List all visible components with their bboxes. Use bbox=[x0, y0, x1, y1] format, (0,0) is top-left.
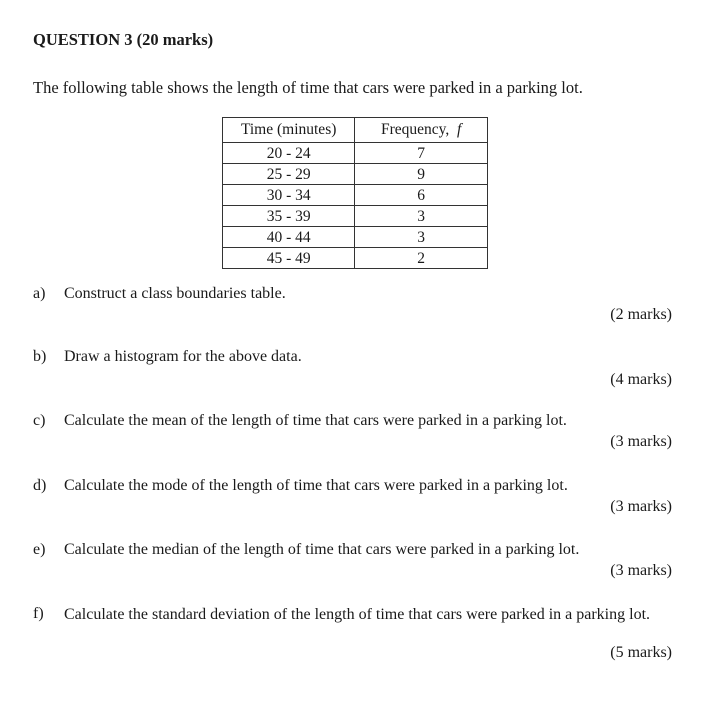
table-row bbox=[223, 164, 488, 185]
question-letter: c) bbox=[33, 412, 46, 429]
marks-c: (3 marks) bbox=[610, 433, 672, 450]
cell-time: 20 - 24 bbox=[223, 143, 355, 164]
table-row bbox=[223, 206, 488, 227]
question-letter: b) bbox=[33, 348, 47, 365]
question-letter: e) bbox=[33, 541, 46, 558]
header-frequency bbox=[355, 118, 488, 143]
table-header-row bbox=[223, 118, 488, 143]
frequency-table bbox=[222, 117, 488, 269]
question-letter: d) bbox=[33, 477, 47, 494]
question-letter: a) bbox=[33, 285, 46, 302]
cell-frequency: 3 bbox=[355, 206, 488, 227]
cell-time: 40 - 44 bbox=[223, 227, 355, 248]
cell-frequency: 3 bbox=[355, 227, 488, 248]
frequency-symbol: f bbox=[457, 121, 462, 138]
table-row bbox=[223, 248, 488, 269]
question-heading: QUESTION 3 (20 marks) bbox=[33, 30, 214, 49]
header-time: Time (minutes) bbox=[223, 118, 355, 143]
marks-a: (2 marks) bbox=[610, 306, 672, 323]
table-row bbox=[223, 227, 488, 248]
cell-time: 45 - 49 bbox=[223, 248, 355, 269]
question-text: Calculate the mean of the length of time that cars were parked in a parking lot. bbox=[64, 412, 567, 429]
cell-frequency: 7 bbox=[355, 143, 488, 164]
cell-frequency: 2 bbox=[355, 248, 488, 269]
cell-frequency: 6 bbox=[355, 185, 488, 206]
question-text: Calculate the median of the length of time that cars were parked in a parking lot. bbox=[64, 541, 580, 558]
cell-time: 35 - 39 bbox=[223, 206, 355, 227]
cell-time: 25 - 29 bbox=[223, 164, 355, 185]
question-text: Calculate the standard deviation of the length of time that cars were parked in a parking lot. bbox=[64, 606, 651, 623]
cell-frequency: 9 bbox=[355, 164, 488, 185]
marks-d: (3 marks) bbox=[610, 498, 672, 515]
question-letter: f) bbox=[33, 605, 44, 622]
header-frequency-label: Frequency, bbox=[380, 121, 450, 138]
question-text: Draw a histogram for the above data. bbox=[64, 348, 302, 365]
marks-f: (5 marks) bbox=[610, 644, 672, 661]
marks-b: (4 marks) bbox=[610, 371, 672, 388]
question-text: Construct a class boundaries table. bbox=[64, 285, 286, 302]
cell-time: 30 - 34 bbox=[223, 185, 355, 206]
table-row bbox=[223, 143, 488, 164]
table-row bbox=[223, 185, 488, 206]
marks-e: (3 marks) bbox=[610, 562, 672, 579]
question-text: Calculate the mode of the length of time that cars were parked in a parking lot. bbox=[64, 477, 568, 494]
intro-paragraph: The following table shows the length of time that cars were parked in a parking lot. bbox=[33, 78, 583, 97]
